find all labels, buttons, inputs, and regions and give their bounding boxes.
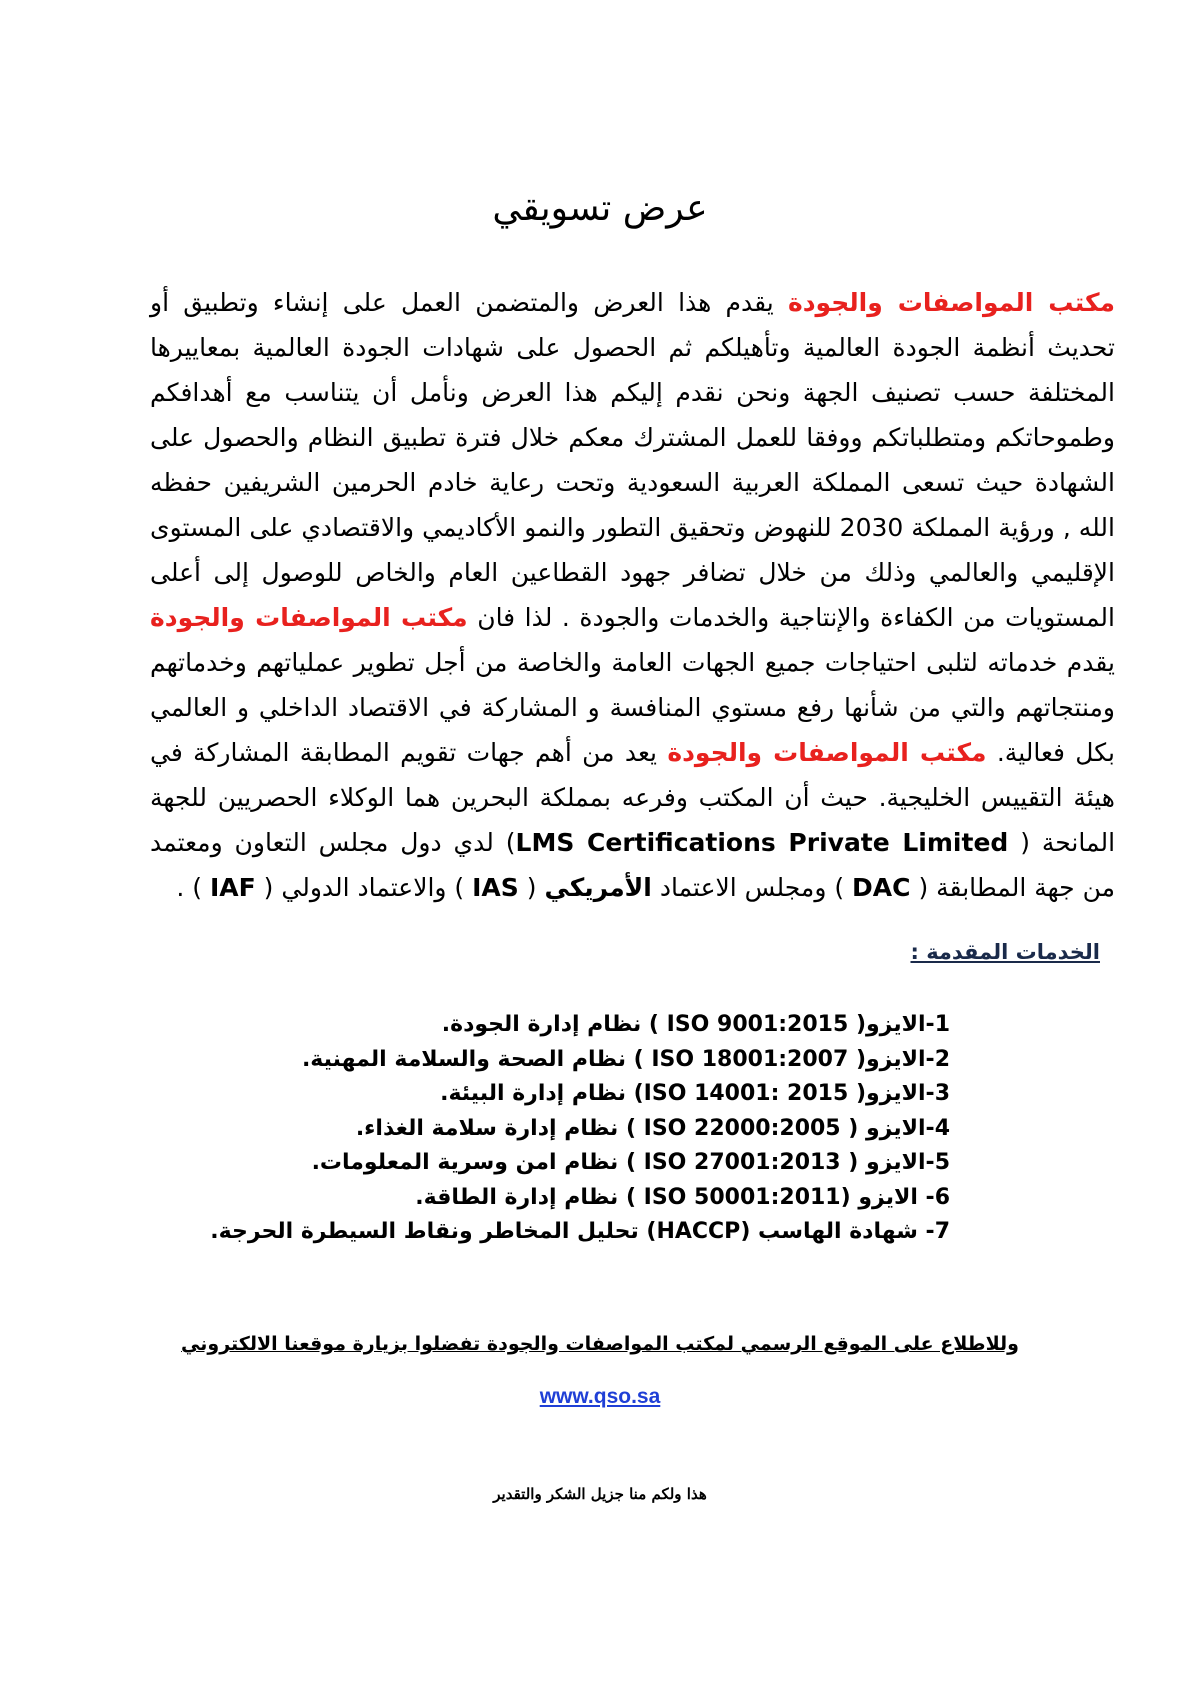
service-item: 2-الايزو( ISO 18001:2007 ) نظام الصحة والسلامة المهنية.: [301, 1046, 950, 1072]
american-word: الأمريكي: [544, 873, 652, 902]
service-item: 3-الايزو( ISO 14001: 2015) نظام إدارة البيئة.: [440, 1081, 950, 1106]
visit-website-text: وللاطلاع على الموقع الرسمي لمكتب المواصفات والجودة تفضلوا بزيارة موقعنا الالكتروني: [181, 1333, 1019, 1355]
service-item: 5-الايزو ( ISO 27001:2013 ) نظام امن وسرية المعلومات.: [311, 1150, 950, 1175]
office-name-highlight: مكتب المواصفات والجودة: [150, 603, 468, 632]
website-link[interactable]: www.qso.sa: [539, 1385, 661, 1408]
intro-paragraph: [150, 280, 1115, 910]
lms-company-name: LMS Certifications Private Limited: [515, 828, 1009, 857]
intro-text-part: يقدم هذا العرض والمتضمن العمل على إنشاء وتطبيق أو تحديث أنظمة الجودة العالمية وتأهيلكم ثم الحصول على شهادات الجودة العالمية بمعاييرها المختلفة حسب تصنيف الجهة ونحن نقدم إليكم هذا العرض ونأمل أن يتناسب مع أهدافكم وطموحاتكم ومتطلباتكم ووفقا للعمل المشترك معكم خلال فترة تطبيق النظام والحصول على الشهادة حيث تسعى المملكة العربية السعودية وتحت رعاية خادم الحرمين الشريفين حفظه الله , ورؤية المملكة 2030 للنهوض وتحقيق التطور والنمو الأكاديمي والاقتصادي على المستوى الإقليمي والعالمي وذلك من خلال تضافر جهود القطاعين العام والخاص للوصول إلى أعلى المستويات من الكفاءة والإنتاجية والخدمات والجودة . لذا فان: [150, 288, 1115, 632]
dac-acronym: DAC: [852, 873, 911, 902]
services-heading: الخدمات المقدمة :: [910, 940, 1100, 964]
ias-acronym: IAS: [472, 873, 519, 902]
intro-text-part: يقدم خدماته لتلبى احتياجات جميع الجهات العامة والخاصة من أجل تطوير عملياتهم وخدماتهم ومنتجاتهم والتي من شأنها رفع مستوي المنافسة و المشاركة في الاقتصاد الداخلي و العالمي بكل فعالية.: [150, 648, 1115, 767]
office-name-highlight: مكتب المواصفات والجودة: [667, 738, 987, 767]
iaf-acronym: IAF: [209, 873, 256, 902]
services-list: [210, 1008, 950, 1250]
office-name-highlight: مكتب المواصفات والجودة: [787, 288, 1115, 317]
thanks-closing: هذا ولكم منا جزيل الشكر والتقدير: [493, 1485, 707, 1503]
service-item: 4-الايزو ( ISO 22000:2005 ) نظام إدارة سلامة الغذاء.: [355, 1115, 950, 1141]
intro-text-part: ) .: [176, 873, 210, 902]
intro-text-part: ) لدي دول مجلس التعاون ومعتمد من جهة المطابقة (: [150, 828, 1115, 902]
page-title: عرض تسويقي: [492, 188, 708, 229]
intro-text-part: ) ومجلس الاعتماد: [651, 873, 853, 902]
intro-text-part: يعد من أهم جهات تقويم المطابقة المشاركة في هيئة التقييس الخليجية. حيث أن المكتب وفرعه بمملكة البحرين هما الوكلاء الحصريين للجهة المانحة (: [150, 738, 1116, 857]
service-item: 6- الايزو (ISO 50001:2011 ) نظام إدارة الطاقة.: [415, 1184, 950, 1210]
intro-text-part: (: [518, 873, 545, 902]
service-item: 7- شهادة الهاسب (HACCP) تحليل المخاطر ونقاط السيطرة الحرجة.: [210, 1219, 950, 1244]
intro-text-part: ) والاعتماد الدولي (: [255, 873, 473, 902]
service-item: 1-الايزو( ISO 9001:2015 ) نظام إدارة الجودة.: [441, 1012, 950, 1037]
